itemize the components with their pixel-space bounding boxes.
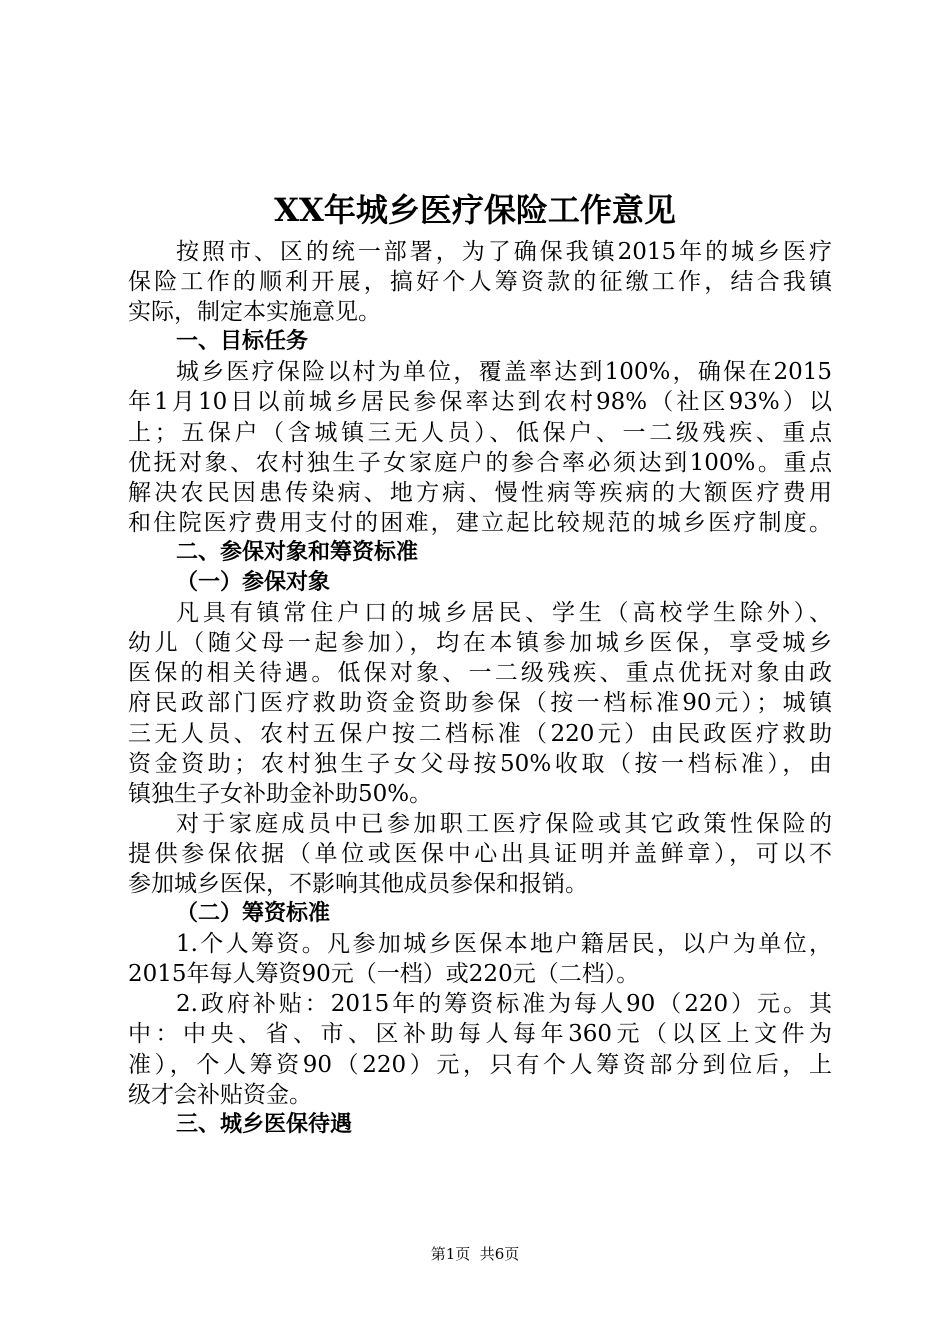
body-line: 镇独生子女补助金补助50%。: [128, 780, 433, 807]
body-line: 级才会补贴资金。: [128, 1081, 312, 1108]
body-line: 2.政府补贴：2015年的筹资标准为每人90（220）元。其: [176, 991, 832, 1018]
page-footer: 第1页 共6页: [430, 1245, 520, 1263]
body-line: 医保的相关待遇。低保对象、一二级残疾、重点优抚对象由政: [128, 660, 832, 687]
body-line: 准），个人筹资90（220）元，只有个人筹资部分到位后，上: [128, 1051, 832, 1078]
section-heading: （二）筹资标准: [176, 901, 331, 927]
document-title: XX年城乡医疗保险工作意见: [274, 191, 676, 229]
section-heading: 二、参保对象和筹资标准: [176, 539, 419, 565]
body-line: 参加城乡医保，不影响其他成员参保和报销。: [128, 870, 588, 897]
body-line: 中：中央、省、市、区补助每人每年360元（以区上文件为: [128, 1021, 832, 1048]
section-heading: （一）参保对象: [176, 570, 331, 596]
body-line: 城乡医疗保险以村为单位，覆盖率达到100%，确保在2015: [176, 359, 832, 386]
body-line: 2015年每人筹资90元（一档）或220元（二档）。: [128, 961, 640, 988]
body-line: 解决农民因患传染病、地方病、慢性病等疾病的大额医疗费用: [128, 479, 832, 506]
body-line: 保险工作的顺利开展，搞好个人筹资款的征缴工作，结合我镇: [128, 269, 832, 296]
body-line: 凡具有镇常住户口的城乡居民、学生（高校学生除外）、: [176, 600, 832, 627]
body-line: 上；五保户（含城镇三无人员）、低保户、一二级残疾、重点: [128, 419, 832, 446]
body-line: 资金资助；农村独生子女父母按50%收取（按一档标准），由: [128, 750, 832, 777]
body-line: 优抚对象、农村独生子女家庭户的参合率必须达到100%。重点: [128, 449, 832, 476]
body-line: 1.个人筹资。凡参加城乡医保本地户籍居民，以户为单位，: [176, 931, 832, 958]
section-heading: 三、城乡医保待遇: [176, 1111, 353, 1137]
section-heading: 一、目标任务: [176, 329, 309, 355]
body-line: 三无人员、农村五保户按二档标准（220元）由民政医疗救助: [128, 720, 832, 747]
body-line: 对于家庭成员中已参加职工医疗保险或其它政策性保险的: [176, 810, 832, 837]
body-line: 府民政部门医疗救助资金资助参保（按一档标准90元）；城镇: [128, 690, 832, 717]
body-line: 和住院医疗费用支付的困难，建立起比较规范的城乡医疗制度。: [128, 509, 832, 536]
body-line: 实际，制定本实施意见。: [128, 299, 381, 326]
document-body: [128, 237, 832, 1140]
body-line: 按照市、区的统一部署，为了确保我镇2015年的城乡医疗: [176, 239, 832, 265]
body-line: 年1月10日以前城乡居民参保率达到农村98%（社区93%）以: [128, 389, 832, 416]
body-line: 提供参保依据（单位或医保中心出具证明并盖鲜章），可以不: [128, 840, 832, 867]
body-line: 幼儿（随父母一起参加），均在本镇参加城乡医保，享受城乡: [128, 630, 832, 657]
